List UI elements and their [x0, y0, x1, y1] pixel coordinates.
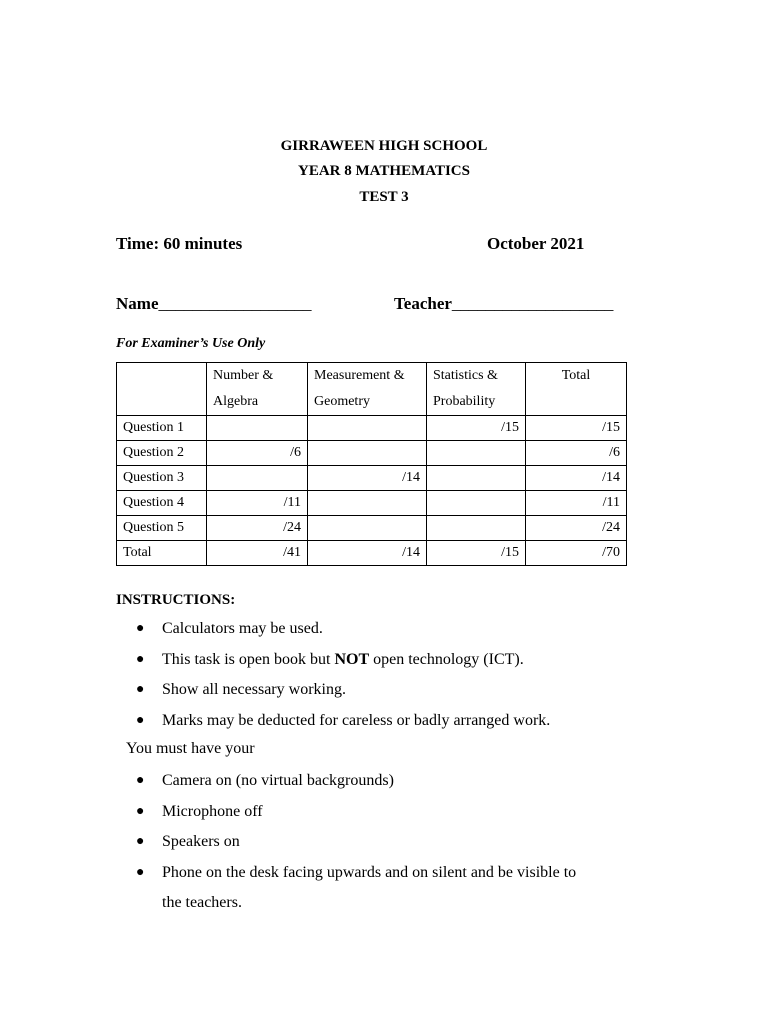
table-row: [117, 441, 627, 466]
mark-cell: /15: [526, 416, 627, 441]
bullet-icon: ●: [136, 803, 145, 819]
header-line-2: Probability: [433, 394, 496, 409]
mark-cell: [308, 491, 427, 516]
header-line-1: Total: [561, 368, 591, 383]
requirement-text: Phone on the desk facing upwards and on silent and be visible to: [162, 863, 577, 881]
mark-cell: /6: [207, 441, 308, 466]
mark-cell: /24: [207, 516, 308, 541]
mark-cell: [207, 416, 308, 441]
instructions-list: [136, 614, 550, 736]
mark-cell: /6: [526, 441, 627, 466]
mark-cell: [427, 441, 526, 466]
row-label: Question 3: [117, 466, 207, 491]
instruction-text-pre: Calculators may be used.: [162, 620, 323, 637]
header-line-1: Measurement &: [314, 368, 405, 383]
instructions-title: INSTRUCTIONS:: [116, 592, 236, 608]
table-header-cell: [207, 363, 308, 416]
instruction-text-post: open technology (ICT).: [369, 650, 524, 668]
examiner-use-label: For Examiner’s Use Only: [116, 336, 266, 351]
requirement-item: [136, 797, 576, 828]
bullet-icon: ●: [136, 712, 145, 728]
mark-cell: [427, 466, 526, 491]
school-name: GIRRAWEEN HIGH SCHOOL: [280, 138, 488, 154]
header-line-1: Statistics &: [433, 368, 498, 383]
mark-cell: /70: [526, 541, 627, 566]
requirements-list: [136, 766, 576, 919]
table-row: [117, 491, 627, 516]
instruction-item: [136, 675, 550, 706]
name-line: __________________: [158, 294, 312, 313]
mark-cell: /15: [427, 541, 526, 566]
table-header-cell: [427, 363, 526, 416]
requirement-text: Microphone off: [162, 802, 263, 820]
table-row: [117, 466, 627, 491]
table-row: [117, 416, 627, 441]
mark-cell: /14: [308, 541, 427, 566]
name-label: Name: [116, 294, 159, 313]
instruction-text-pre: This task is open book but: [162, 650, 335, 668]
instruction-item: [136, 614, 550, 645]
row-label: Question 2: [117, 441, 207, 466]
requirement-item: [136, 888, 576, 919]
requirement-item: [136, 827, 576, 858]
requirement-item: [136, 766, 576, 797]
instruction-item: [136, 706, 550, 737]
bullet-icon: ●: [136, 651, 145, 667]
teacher-label: Teacher: [394, 294, 452, 313]
mark-cell: [308, 516, 427, 541]
time-allowed: Time: 60 minutes: [116, 234, 243, 253]
row-label: Total: [117, 541, 207, 566]
name-field: [116, 294, 311, 314]
header-line-2: Algebra: [213, 394, 259, 409]
mark-cell: /14: [526, 466, 627, 491]
bullet-icon: ●: [136, 621, 145, 636]
table-row: [117, 541, 627, 566]
instruction-text-bold: NOT: [334, 650, 370, 668]
mark-cell: /24: [526, 516, 627, 541]
instruction-text-pre: Marks may be deducted for careless or badly arranged work.: [162, 711, 551, 729]
header-line-2: Geometry: [314, 394, 370, 409]
header-line-1: Number &: [213, 368, 274, 383]
requirement-text: Camera on (no virtual backgrounds): [162, 772, 394, 789]
requirement-text: the teachers.: [162, 894, 242, 911]
marks-table: [116, 362, 627, 566]
mark-cell: [207, 466, 308, 491]
requirement-item: [136, 858, 576, 889]
mark-cell: [427, 491, 526, 516]
teacher-line: ___________________: [451, 294, 614, 313]
mark-cell: /14: [308, 466, 427, 491]
requirement-text: Speakers on: [162, 833, 240, 850]
mark-cell: /41: [207, 541, 308, 566]
instruction-item: [136, 645, 550, 676]
instruction-text-pre: Show all necessary working.: [162, 681, 346, 698]
bullet-icon: ●: [136, 864, 145, 880]
test-title: TEST 3: [359, 189, 409, 205]
mark-cell: /11: [207, 491, 308, 516]
must-have-text: You must have your: [126, 740, 255, 757]
mark-cell: [427, 516, 526, 541]
test-date: October 2021: [487, 234, 585, 253]
table-header-cell: [117, 363, 207, 416]
table-header-cell: [308, 363, 427, 416]
table-header-cell: [526, 363, 627, 416]
teacher-field: [394, 294, 613, 314]
row-label: Question 4: [117, 491, 207, 516]
mark-cell: [308, 416, 427, 441]
mark-cell: /15: [427, 416, 526, 441]
row-label: Question 5: [117, 516, 207, 541]
table-header-row: [117, 363, 627, 416]
row-label: Question 1: [117, 416, 207, 441]
mark-cell: [308, 441, 427, 466]
course-title: YEAR 8 MATHEMATICS: [298, 163, 470, 179]
mark-cell: /11: [526, 491, 627, 516]
bullet-icon: ●: [136, 834, 145, 849]
table-row: [117, 516, 627, 541]
bullet-icon: ●: [136, 773, 145, 788]
bullet-icon: ●: [136, 682, 145, 697]
